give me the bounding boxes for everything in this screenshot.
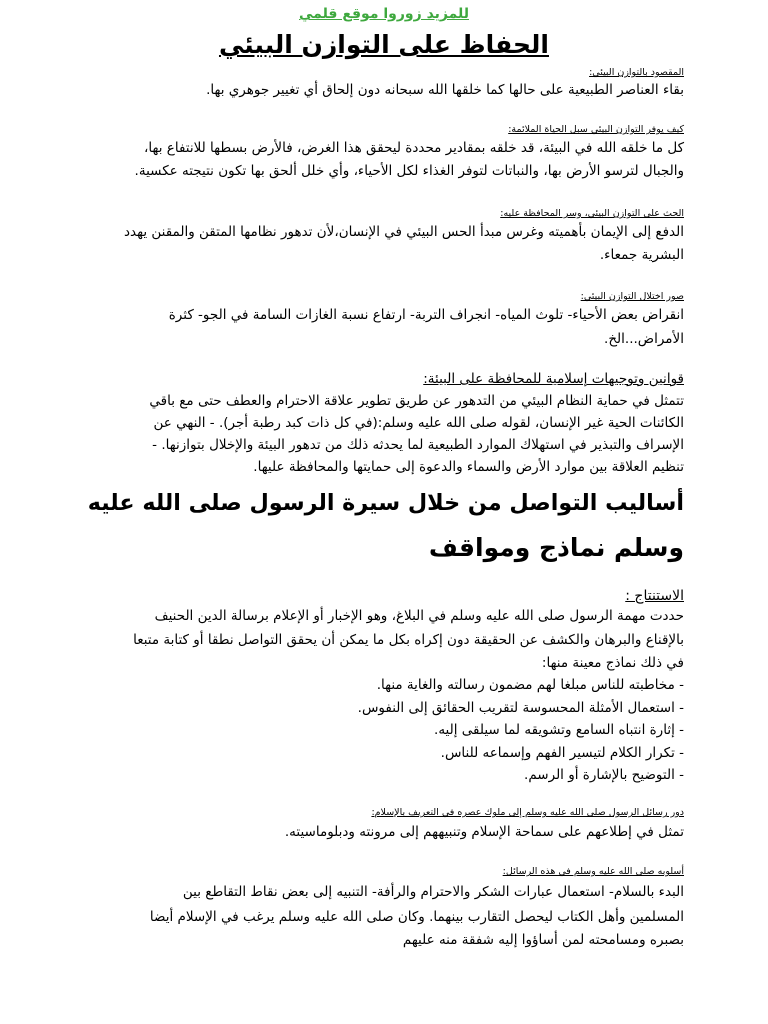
- page-title: الحفاظ على التوازن البيئي: [218, 30, 549, 59]
- section-label: قوانين وتوجيهات إسلامية للمحافظة على البيئة:: [423, 371, 684, 387]
- section-text-line: الكائنات الحية غير الإنسان، لقوله صلى الله عليه وسلم:(في كل ذات كبد رطبة أجر). - النهي عن: [153, 415, 684, 431]
- section-text-line: بقاء العناصر الطبيعية على حالها كما خلقها الله سبحانه دون إلحاق أي تغيير جوهري بها.: [206, 82, 684, 98]
- site-banner-link[interactable]: للمزيد زوروا موقع قلمي: [299, 6, 469, 22]
- bullet-item: - التوضيح بالإشارة أو الرسم.: [524, 767, 684, 783]
- section-label: كيف يوفر التوازن البيئي سبل الحياة الملائمة:: [508, 124, 684, 135]
- conclusion-text-line: بالإقناع والبرهان والكشف عن الحقيقة دون إكراه بكل ما يمكن أن يحقق التواصل نطقا أو كتابة متبعا: [133, 632, 684, 648]
- conclusion-label: الاستنتاج :: [625, 588, 684, 604]
- bullet-item: - استعمال الأمثلة المحسوسة لتقريب الحقائق إلى النفوس.: [357, 700, 684, 716]
- section-label: أسلوبه صلى الله عليه وسلم في هذه الرسائل:: [502, 866, 684, 877]
- section-text-line: البشرية جمعاء.: [599, 247, 684, 263]
- section-heading: أساليب التواصل من خلال سيرة الرسول صلى الله عليه: [87, 490, 684, 516]
- section-label: الحث على التوازن البيئي، وسر المحافظة عليه:: [500, 208, 684, 219]
- section-text-line: انقراض بعض الأحياء- تلوث المياه- انجراف التربة- ارتفاع نسبة الغازات السامة في الجو- كثرة: [168, 307, 684, 323]
- section-text-line: الإسراف والتبذير في استهلاك الموارد الطبيعية لما يحدثه ذلك من تدهور البيئة والإخلال بتوازنها. -: [152, 437, 684, 453]
- section-text-line: تنظيم العلاقة بين موارد الأرض والسماء والدعوة إلى حمايتها والمحافظة عليها.: [253, 459, 684, 475]
- section-text-line: بصبره ومسامحته لمن أساؤوا إليه شفقة منه عليهم: [402, 932, 684, 948]
- section-label: دور رسائل الرسول صلى الله عليه وسلم إلى ملوك عصره في التعريف بالإسلام:: [371, 807, 684, 818]
- conclusion-text-line: في ذلك نماذج معينة منها:: [541, 655, 684, 671]
- conclusion-text-line: حددت مهمة الرسول صلى الله عليه وسلم في البلاغ، وهو الإخبار أو الإعلام برسالة الدين الحنيف: [154, 608, 684, 624]
- section-label: صور اختلال التوازن البيئي:: [580, 291, 684, 302]
- section-label: المقصود بالتوازن البيئي:: [589, 67, 684, 78]
- section-text-line: تتمثل في حماية النظام البيئي من التدهور عن طريق تطوير علاقة الاحترام والعطف حتى مع باقي: [149, 393, 684, 409]
- section-text-line: تمثل في إطلاعهم على سماحة الإسلام وتنبيههم إلى مرونته ودبلوماسيته.: [284, 824, 684, 840]
- section-text-line: الأمراض...الخ.: [604, 331, 684, 347]
- bullet-item: - مخاطبته للناس مبلغا لهم مضمون رسالته والغاية منها.: [376, 677, 684, 693]
- section-text-line: الدفع إلى الإيمان بأهميته وغرس مبدأ الحس البيئي في الإنسان،لأن تدهور نظامها المتقن والمقنن يهدد: [124, 224, 684, 240]
- section-text-line: المسلمين وأهل الكتاب ليحصل التقارب بينهما. وكان صلى الله عليه وسلم يرغب في الإسلام أيضا: [149, 909, 684, 925]
- section-text-line: كل ما خلقه الله في البيئة، قد خلقه بمقادير محددة ليحقق هذا الغرض، فالأرض بسطها للانتفاع بها،: [144, 140, 684, 156]
- bullet-item: - تكرار الكلام لتيسير الفهم وإسماعه للناس.: [440, 745, 684, 761]
- section-text-line: والجبال لترسو الأرض بها، والنباتات لتوفر الغذاء لكل الأحياء، وأي خلل ألحق بها تكون نتيجته عكسية.: [134, 163, 684, 179]
- section-text-line: البدء بالسلام- استعمال عبارات الشكر والاحترام والرأفة- التنبيه إلى بعض نقاط التقاطع بين: [182, 884, 684, 900]
- section-heading: وسلم نماذج ومواقف: [428, 533, 684, 562]
- bullet-item: - إثارة انتباه السامع وتشويقه لما سيلقى إليه.: [434, 722, 684, 738]
